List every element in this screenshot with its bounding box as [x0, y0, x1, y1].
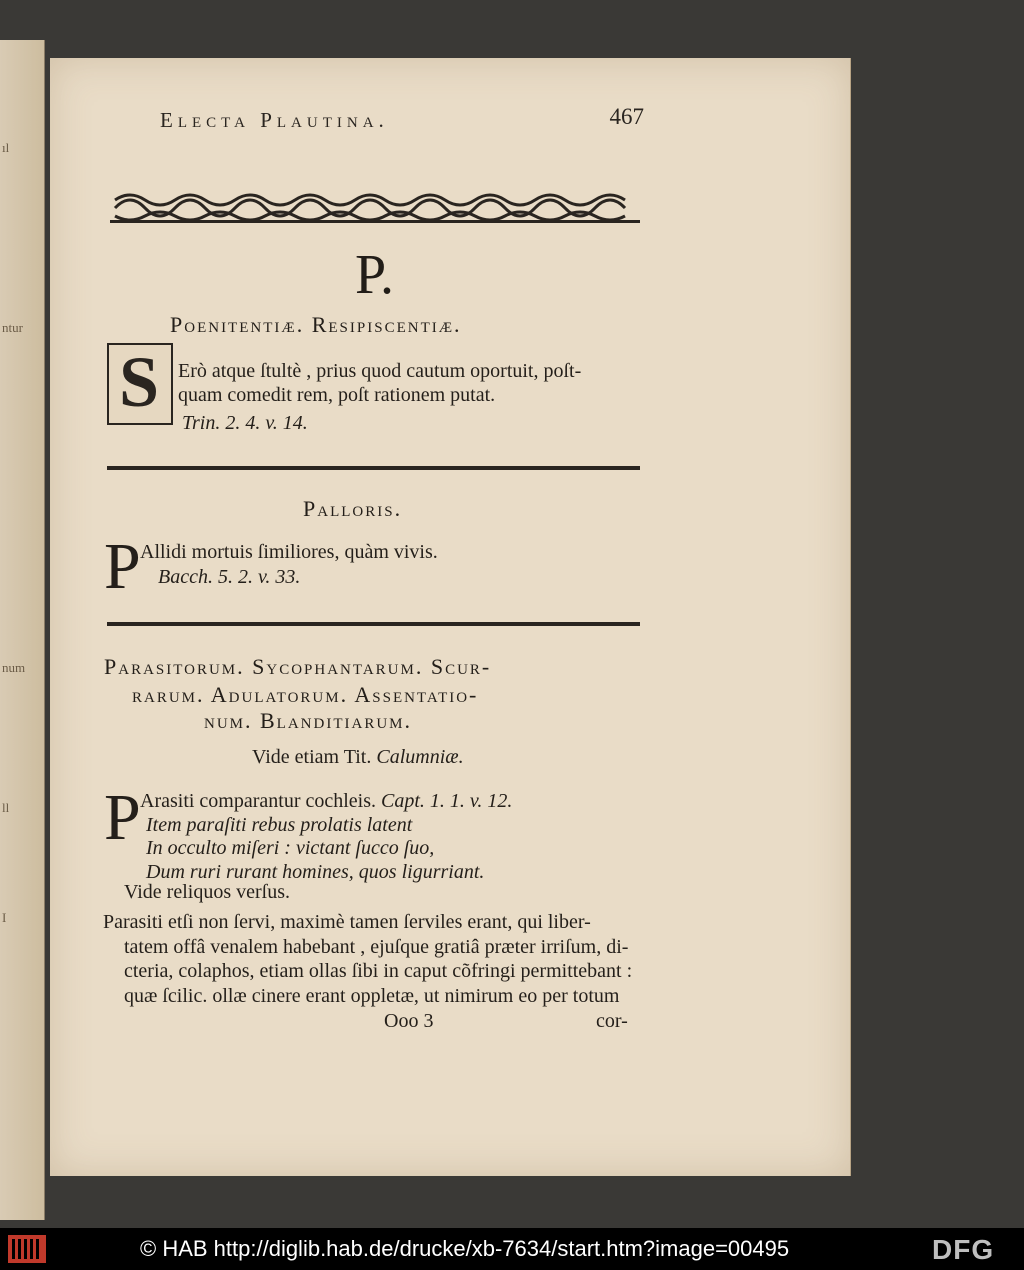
adjacent-page-fragment: I: [2, 910, 7, 925]
paragraph-line: cteria, colaphos, etiam ollas ſibi in caput cõfringi permittebant :: [124, 960, 633, 982]
dfg-logo: DFG: [932, 1234, 995, 1265]
page-number: 467: [609, 104, 644, 129]
section-heading: Palloris.: [303, 496, 403, 521]
after-verse-note: Vide reliquos verſus.: [124, 881, 290, 903]
see-also-prefix: Vide etiam Tit.: [252, 746, 372, 768]
drop-cap-letter: S: [119, 342, 160, 422]
verse-line: Item paraſiti rebus prolatis latent: [146, 814, 413, 836]
section-divider: [107, 622, 640, 626]
decorative-ornament-band: [110, 190, 640, 226]
viewer-footer: [0, 1228, 1024, 1270]
paragraph-line: quæ ſcilic. ollæ cinere erant oppletæ, ut nimirum eo per totum: [124, 985, 620, 1007]
footer-url: © HAB http://diglib.hab.de/drucke/xb-7634/start.htm?image=00495: [140, 1236, 790, 1261]
ornate-drop-cap: [107, 343, 173, 425]
section-heading: Poenitentiæ. Resipiscentiæ.: [170, 312, 462, 337]
paragraph-line: Parasiti etſi non ſervi, maximè tamen ſerviles erant, qui liber-: [103, 911, 591, 933]
quote-line: [140, 790, 512, 813]
verse-line: Dum ruri rurant homines, quos ligurriant.: [146, 861, 485, 883]
section-letter: P.: [355, 244, 394, 306]
verse-line: In occulto miſeri : victant ſucco ſuo,: [146, 837, 435, 859]
running-head-title: Electa Plautina.: [160, 108, 389, 132]
see-also-ref: Calumniæ.: [376, 746, 464, 768]
adjacent-page-fragment: ll: [2, 800, 10, 815]
section-divider: [107, 466, 640, 470]
signature-mark: Ooo 3: [384, 1010, 434, 1032]
adjacent-page-edge: [0, 40, 45, 1220]
quote-reference: Capt. 1. 1. v. 12.: [381, 790, 513, 812]
quote-reference: Bacch. 5. 2. v. 33.: [158, 566, 301, 588]
catchword: cor-: [596, 1010, 628, 1032]
drop-cap-letter: P: [104, 530, 141, 603]
section-heading-line: num. Blanditiarum.: [204, 708, 412, 733]
quote-line: quam comedit rem, poſt rationem putat.: [178, 384, 496, 406]
quote-reference: Trin. 2. 4. v. 14.: [182, 412, 308, 434]
paragraph-line: tatem offâ venalem habebant , ejuſque gratiâ præter irriſum, di-: [124, 936, 629, 958]
hab-logo-icon: [6, 1232, 48, 1266]
adjacent-page-fragment: ıl: [2, 140, 10, 155]
quote-line: Allidi mortuis ſimiliores, quàm vivis.: [140, 541, 438, 563]
adjacent-page-fragment: ntur: [2, 320, 23, 335]
adjacent-page-fragment: num: [2, 660, 26, 675]
see-also: [252, 746, 464, 769]
section-heading-line: rarum. Adulatorum. Assentatio-: [132, 682, 479, 707]
drop-cap-letter: P: [104, 781, 141, 854]
section-heading-line: Parasitorum. Sycophantarum. Scur-: [104, 654, 492, 679]
quote-line-text: Arasiti comparantur cochleis.: [140, 790, 377, 812]
quote-line: Erò atque ſtultè , prius quod cautum oportuit, poſt-: [178, 360, 582, 382]
running-head: [160, 100, 650, 140]
